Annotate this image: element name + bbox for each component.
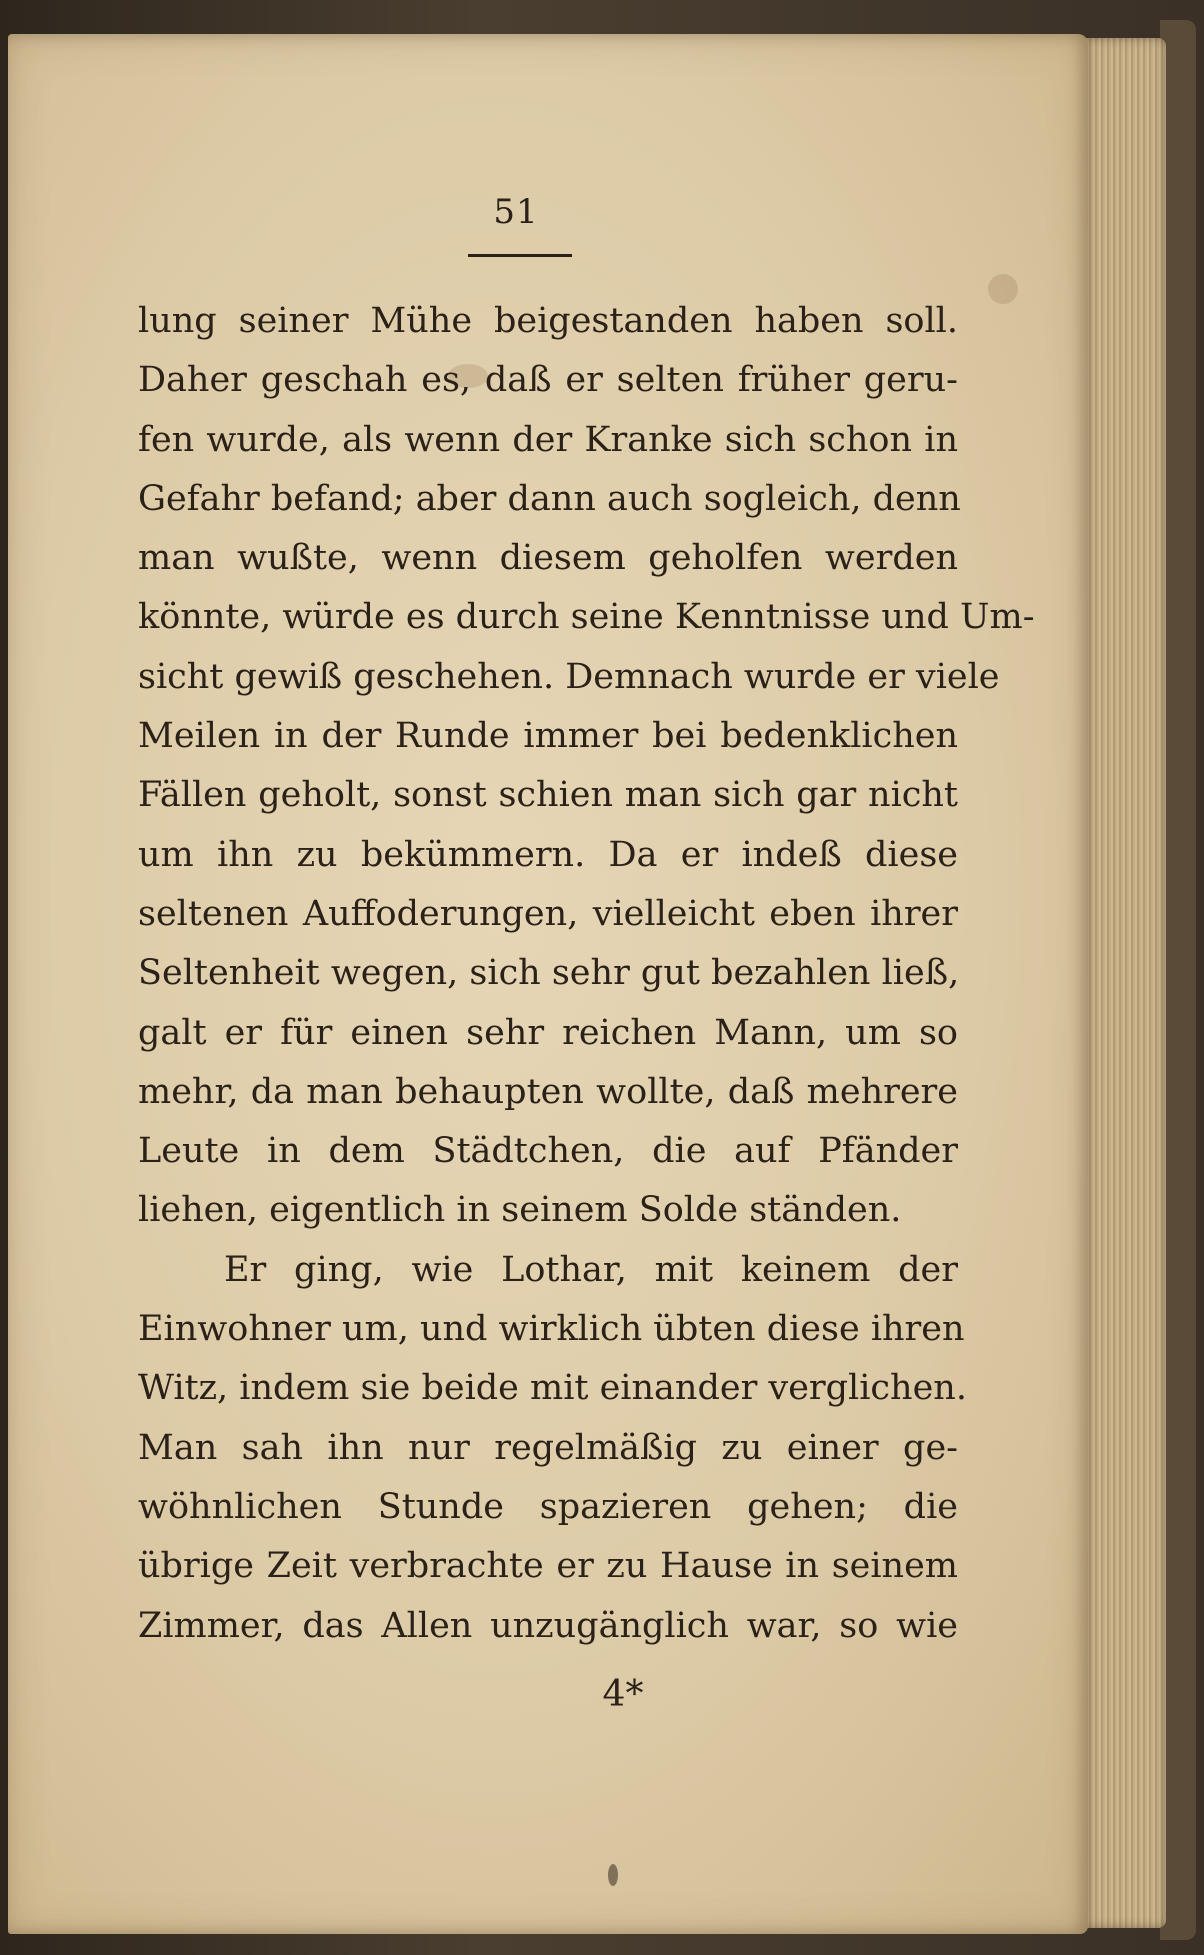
signature-mark: 4* <box>602 1674 644 1715</box>
text-line: Leute in dem Städtchen, die auf Pfänder <box>138 1131 958 1172</box>
text-line: sicht gewiß geschehen. Demnach wurde er viele <box>138 656 1000 697</box>
header-rule <box>468 254 572 257</box>
text-line: galt er für einen sehr reichen Mann, um so <box>138 1012 958 1053</box>
text-line: Gefahr befand; aber dann auch sogleich, denn <box>138 478 961 519</box>
text-line: fen wurde, als wenn der Kranke sich schon in <box>138 419 958 460</box>
text-line: Einwohner um, und wirklich übten diese ihren <box>138 1309 965 1350</box>
text-line: Meilen in der Runde immer bei bedenklichen <box>138 716 958 757</box>
text-line: wöhnlichen Stunde spazieren gehen; die <box>138 1486 958 1527</box>
text-line: um ihn zu bekümmern. Da er indeß diese <box>138 834 958 875</box>
paper-stain <box>988 274 1018 304</box>
text-line: könnte, würde es durch seine Kenntnisse und Um- <box>138 597 1035 638</box>
text-line: übrige Zeit verbrachte er zu Hause in seinem <box>138 1546 958 1587</box>
text-line: Er ging, wie Lothar, mit keinem der <box>224 1249 958 1290</box>
text-line: Fällen geholt, sonst schien man sich gar nicht <box>138 775 958 816</box>
text-line: lung seiner Mühe beigestanden haben soll. <box>138 301 958 341</box>
ink-spot <box>608 1864 618 1886</box>
text-line: liehen, eigentlich in seinem Solde ständen. <box>138 1190 902 1231</box>
text-line: Man sah ihn nur regelmäßig zu einer ge- <box>138 1427 958 1468</box>
text-line: man wußte, wenn diesem geholfen werden <box>138 538 958 579</box>
page-stack-edges <box>1086 38 1166 1928</box>
text-line: seltenen Auffoderungen, vielleicht eben ihrer <box>138 893 958 934</box>
text-line: Witz, indem sie beide mit einander verglichen. <box>138 1368 967 1409</box>
text-line: Daher geschah es, daß er selten früher geru- <box>138 360 958 401</box>
text-line: mehr, da man behaupten wollte, daß mehrere <box>138 1071 958 1112</box>
body-text <box>138 292 1035 1656</box>
text-line: Zimmer, das Allen unzugänglich war, so wie <box>138 1605 958 1646</box>
page-number: 51 <box>493 192 539 232</box>
text-line: Seltenheit wegen, sich sehr gut bezahlen ließ, <box>138 953 960 994</box>
book-page <box>8 34 1088 1934</box>
